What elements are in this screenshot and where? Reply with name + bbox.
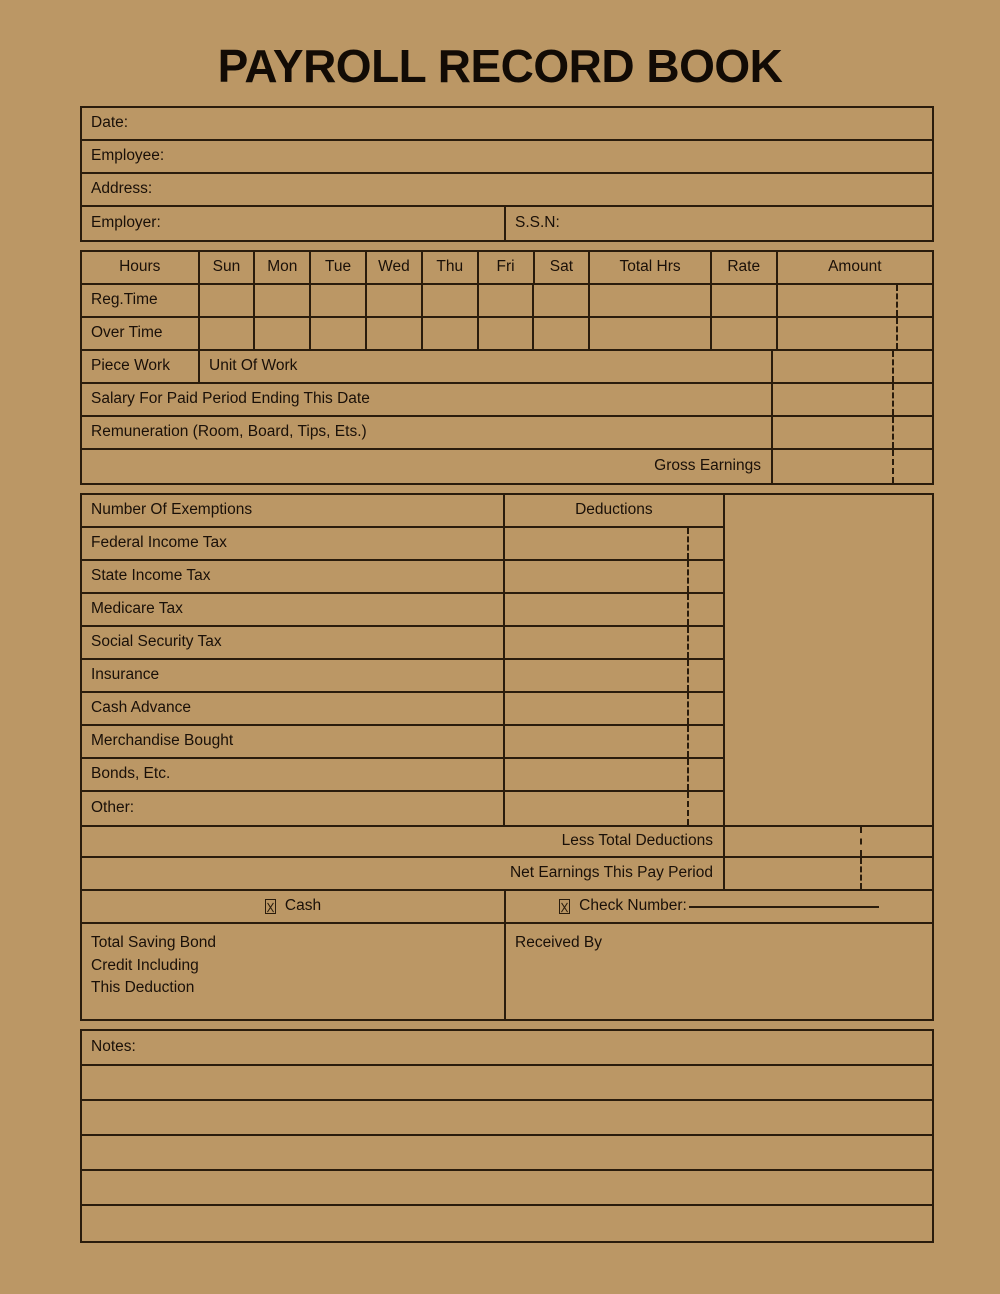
remuneration-amount-input[interactable] <box>773 417 928 448</box>
merchandise-bought-row <box>82 726 723 759</box>
notes-line-row <box>82 1066 932 1101</box>
insurance-row <box>82 660 723 693</box>
medicare-tax-amount-input[interactable] <box>505 594 723 625</box>
column-header-total-hrs: Total Hrs <box>590 252 712 283</box>
bonds-etc-row <box>82 759 723 792</box>
over-time-total-hrs-input[interactable] <box>590 318 712 349</box>
deductions-right-empty-cell[interactable] <box>725 495 932 825</box>
payment-method-row <box>82 891 932 924</box>
notes-line-input[interactable] <box>82 1206 932 1241</box>
salary-amount-input[interactable] <box>773 384 928 415</box>
checkbox-icon[interactable] <box>559 899 570 914</box>
piece-work-amount-input[interactable] <box>773 351 928 382</box>
notes-line-input[interactable] <box>82 1101 932 1134</box>
notes-line-row <box>82 1171 932 1206</box>
reg-time-thu-input[interactable] <box>423 285 479 316</box>
salary-row <box>82 384 932 417</box>
piece-work-row <box>82 351 932 384</box>
notes-line-input[interactable] <box>82 1136 932 1169</box>
over-time-thu-input[interactable] <box>423 318 479 349</box>
received-by-cell[interactable] <box>506 924 932 1019</box>
over-time-wed-input[interactable] <box>367 318 423 349</box>
reg-time-fri-input[interactable] <box>479 285 535 316</box>
notes-line-row <box>82 1206 932 1241</box>
deductions-grid <box>82 495 932 825</box>
notes-line-row <box>82 1101 932 1136</box>
ssn-label[interactable]: S.S.N: <box>515 214 560 232</box>
state-income-tax-amount-input[interactable] <box>505 561 723 592</box>
notes-line-input[interactable] <box>82 1066 932 1099</box>
state-income-tax-row <box>82 561 723 594</box>
row-label-cash-advance: Cash Advance <box>82 693 505 724</box>
deductions-left-column <box>82 495 725 825</box>
row-label-remuneration: Remuneration (Room, Board, Tips, Ets.) <box>82 417 773 448</box>
row-label-reg-time: Reg.Time <box>82 285 200 316</box>
deductions-block <box>80 493 934 1021</box>
employee-row <box>82 141 932 174</box>
employee-label[interactable]: Employee: <box>91 147 165 165</box>
checkbox-icon[interactable] <box>265 899 276 914</box>
row-label-less-total-deductions: Less Total Deductions <box>82 827 725 856</box>
notes-header-row <box>82 1031 932 1066</box>
net-earnings-row <box>82 858 932 891</box>
bond-line-3: This Deduction <box>91 979 195 997</box>
gross-earnings-row <box>82 450 932 483</box>
insurance-amount-input[interactable] <box>505 660 723 691</box>
row-label-exemptions[interactable]: Number Of Exemptions <box>82 495 505 526</box>
column-header-wed: Wed <box>367 252 423 283</box>
column-header-sat: Sat <box>535 252 591 283</box>
page-title: PAYROLL RECORD BOOK <box>217 40 783 92</box>
row-label-insurance: Insurance <box>82 660 505 691</box>
social-security-tax-amount-input[interactable] <box>505 627 723 658</box>
reg-time-sun-input[interactable] <box>200 285 256 316</box>
column-header-mon: Mon <box>255 252 311 283</box>
column-header-fri: Fri <box>479 252 535 283</box>
total-saving-bond-cell[interactable] <box>82 924 506 1019</box>
remuneration-row <box>82 417 932 450</box>
cash-advance-amount-input[interactable] <box>505 693 723 724</box>
over-time-mon-input[interactable] <box>255 318 311 349</box>
date-label[interactable]: Date: <box>91 114 129 132</box>
row-label-bonds-etc: Bonds, Etc. <box>82 759 505 790</box>
bond-received-pane <box>82 924 932 1019</box>
notes-line-input[interactable] <box>82 1171 932 1204</box>
over-time-sun-input[interactable] <box>200 318 256 349</box>
identity-block <box>80 106 934 242</box>
column-header-thu: Thu <box>423 252 479 283</box>
unit-of-work-label[interactable]: Unit Of Work <box>200 351 773 382</box>
cash-advance-row <box>82 693 723 726</box>
over-time-tue-input[interactable] <box>311 318 367 349</box>
employer-ssn-row <box>82 207 932 240</box>
federal-income-tax-row <box>82 528 723 561</box>
reg-time-total-hrs-input[interactable] <box>590 285 712 316</box>
notes-line-row <box>82 1136 932 1171</box>
notes-label: Notes: <box>91 1038 136 1056</box>
exemptions-row <box>82 495 723 528</box>
over-time-sat-input[interactable] <box>534 318 590 349</box>
row-label-other[interactable]: Other: <box>82 792 505 825</box>
bonds-etc-amount-input[interactable] <box>505 759 723 790</box>
row-label-social-security-tax: Social Security Tax <box>82 627 505 658</box>
over-time-rate-input[interactable] <box>712 318 778 349</box>
row-label-piece-work: Piece Work <box>82 351 200 382</box>
column-header-deductions: Deductions <box>575 501 653 519</box>
over-time-amount-input[interactable] <box>778 318 932 349</box>
column-header-amount: Amount <box>828 258 882 276</box>
employer-label[interactable]: Employer: <box>82 207 506 240</box>
column-header-tue: Tue <box>311 252 367 283</box>
medicare-tax-row <box>82 594 723 627</box>
check-number-label: Check Number: <box>579 897 687 915</box>
row-label-merchandise-bought: Merchandise Bought <box>82 726 505 757</box>
date-row <box>82 108 932 141</box>
reg-time-rate-input[interactable] <box>712 285 778 316</box>
less-total-deductions-amount-input[interactable] <box>725 827 932 856</box>
reg-time-mon-input[interactable] <box>255 285 311 316</box>
cash-label: Cash <box>284 897 322 915</box>
column-header-hours: Hours <box>82 252 200 283</box>
row-label-gross-earnings: Gross Earnings <box>82 450 773 483</box>
row-label-federal-income-tax: Federal Income Tax <box>82 528 505 559</box>
row-label-salary-period: Salary For Paid Period Ending This Date <box>82 384 773 415</box>
column-header-rate: Rate <box>712 252 778 283</box>
other-row <box>82 792 723 825</box>
over-time-row <box>82 318 932 351</box>
hours-block <box>80 250 934 485</box>
less-total-deductions-row <box>82 825 932 858</box>
row-label-net-earnings: Net Earnings This Pay Period <box>82 858 725 889</box>
row-label-state-income-tax: State Income Tax <box>82 561 505 592</box>
reg-time-sat-input[interactable] <box>534 285 590 316</box>
check-number-input[interactable] <box>689 906 879 908</box>
notes-block <box>80 1029 934 1243</box>
row-label-medicare-tax: Medicare Tax <box>82 594 505 625</box>
net-earnings-amount-input[interactable] <box>725 858 932 889</box>
hours-header-row <box>82 252 932 285</box>
check-option[interactable] <box>506 891 932 922</box>
reg-time-tue-input[interactable] <box>311 285 367 316</box>
bond-line-1: Total Saving Bond <box>91 934 216 952</box>
other-amount-input[interactable] <box>505 792 723 825</box>
column-header-sun: Sun <box>200 252 256 283</box>
row-label-over-time: Over Time <box>82 318 200 349</box>
cash-option[interactable] <box>82 891 506 922</box>
over-time-fri-input[interactable] <box>479 318 535 349</box>
reg-time-amount-input[interactable] <box>778 285 932 316</box>
merchandise-bought-amount-input[interactable] <box>505 726 723 757</box>
social-security-tax-row <box>82 627 723 660</box>
gross-earnings-amount-input[interactable] <box>773 450 928 483</box>
received-by-label: Received By <box>515 934 603 952</box>
address-row <box>82 174 932 207</box>
reg-time-row <box>82 285 932 318</box>
federal-income-tax-amount-input[interactable] <box>505 528 723 559</box>
address-label[interactable]: Address: <box>91 180 153 198</box>
bond-received-row <box>82 924 932 1019</box>
reg-time-wed-input[interactable] <box>367 285 423 316</box>
bond-line-2: Credit Including <box>91 956 199 974</box>
